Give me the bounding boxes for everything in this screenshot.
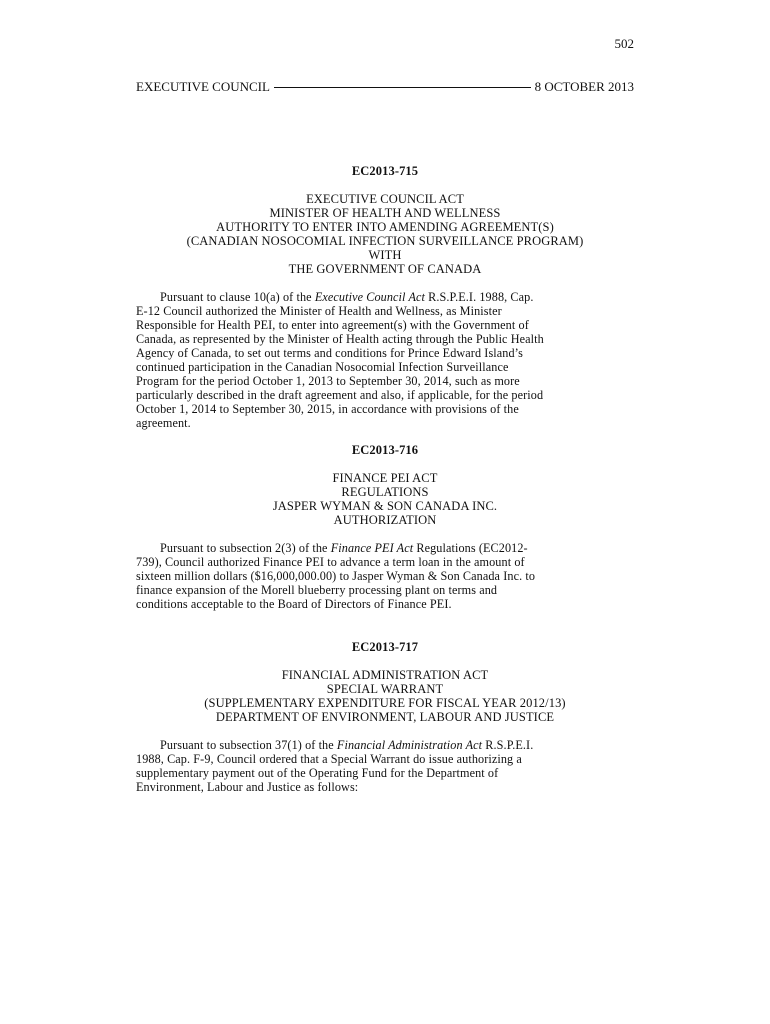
order-title-line: WITH xyxy=(368,248,402,262)
paragraph-text: R.S.P.E.I. 1988, Cap. xyxy=(425,290,534,304)
paragraph-line: Responsible for Health PEI, to enter into agreement(s) with the Government of xyxy=(136,318,529,332)
paragraph-line: finance expansion of the Morell blueberry processing plant on terms and xyxy=(136,583,498,597)
paragraph-text: Pursuant to subsection 2(3) of the xyxy=(160,541,331,555)
order-paragraph xyxy=(136,541,634,611)
order-title xyxy=(136,192,634,276)
order-title-line: THE GOVERNMENT OF CANADA xyxy=(288,262,482,276)
order-number: EC2013-715 xyxy=(351,164,419,178)
paragraph-line: Canada, as represented by the Minister of Health acting through the Public Health xyxy=(136,332,544,346)
paragraph-line: continued participation in the Canadian Nosocomial Infection Surveillance xyxy=(136,360,509,374)
paragraph-line: supplementary payment out of the Operating Fund for the Department of xyxy=(136,766,499,780)
header-left: EXECUTIVE COUNCIL xyxy=(136,79,270,94)
paragraph-text: R.S.P.E.I. xyxy=(482,738,534,752)
header-date: 8 OCTOBER 2013 xyxy=(534,79,634,94)
order-title-line: FINANCE PEI ACT xyxy=(332,471,438,485)
paragraph-line: particularly described in the draft agreement and also, if applicable, for the period xyxy=(136,388,544,402)
order-title-line: (CANADIAN NOSOCOMIAL INFECTION SURVEILLANCE PROGRAM) xyxy=(186,234,584,248)
act-name: Finance PEI Act xyxy=(330,541,414,555)
order-title-line: AUTHORITY TO ENTER INTO AMENDING AGREEMENT(S) xyxy=(216,220,554,234)
order-section-717 xyxy=(136,640,634,794)
paragraph-line: E-12 Council authorized the Minister of Health and Wellness, as Minister xyxy=(136,304,502,318)
paragraph-line: Environment, Labour and Justice as follows: xyxy=(136,780,359,794)
paragraph-first-line xyxy=(136,738,634,752)
act-name: Executive Council Act xyxy=(314,290,425,304)
paragraph-line: 1988, Cap. F-9, Council ordered that a Special Warrant do issue authorizing a xyxy=(136,752,522,766)
order-title-line: JASPER WYMAN & SON CANADA INC. xyxy=(272,499,498,513)
paragraph-line: sixteen million dollars ($16,000,000.00) to Jasper Wyman & Son Canada Inc. to xyxy=(136,569,536,583)
order-title xyxy=(136,471,634,527)
order-title-line: (SUPPLEMENTARY EXPENDITURE FOR FISCAL YEAR 2012/13) xyxy=(204,696,566,710)
order-title-line: REGULATIONS xyxy=(341,485,429,499)
act-name: Financial Administration Act xyxy=(336,738,483,752)
order-title xyxy=(136,668,634,724)
paragraph-line: Agency of Canada, to set out terms and conditions for Prince Edward Island’s xyxy=(136,346,524,360)
order-title-line: EXECUTIVE COUNCIL ACT xyxy=(306,192,464,206)
paragraph-line: October 1, 2014 to September 30, 2015, in accordance with provisions of the xyxy=(136,402,519,416)
paragraph-line: Program for the period October 1, 2013 to September 30, 2014, such as more xyxy=(136,374,520,388)
paragraph-line: conditions acceptable to the Board of Directors of Finance PEI. xyxy=(136,597,452,611)
order-number: EC2013-717 xyxy=(351,640,419,654)
paragraph-line: agreement. xyxy=(136,416,191,430)
order-paragraph xyxy=(136,290,634,430)
order-number: EC2013-716 xyxy=(351,443,419,457)
order-title-line: FINANCIAL ADMINISTRATION ACT xyxy=(281,668,489,682)
order-title-line: SPECIAL WARRANT xyxy=(326,682,444,696)
header-rule xyxy=(274,87,531,88)
order-title-line: AUTHORIZATION xyxy=(333,513,437,527)
paragraph-text: Pursuant to clause 10(a) of the xyxy=(160,290,315,304)
running-header xyxy=(136,79,634,95)
paragraph-line: 739), Council authorized Finance PEI to advance a term loan in the amount of xyxy=(136,555,525,569)
order-section-715 xyxy=(136,164,634,430)
paragraph-text: Regulations (EC2012- xyxy=(413,541,528,555)
paragraph-text: Pursuant to subsection 37(1) of the xyxy=(160,738,337,752)
order-title-line: DEPARTMENT OF ENVIRONMENT, LABOUR AND JUSTICE xyxy=(215,710,555,724)
page-number: 502 xyxy=(614,36,634,51)
paragraph-first-line xyxy=(136,541,634,555)
order-paragraph xyxy=(136,738,634,794)
order-title-line: MINISTER OF HEALTH AND WELLNESS xyxy=(269,206,501,220)
paragraph-first-line xyxy=(136,290,634,304)
order-section-716 xyxy=(136,443,634,611)
